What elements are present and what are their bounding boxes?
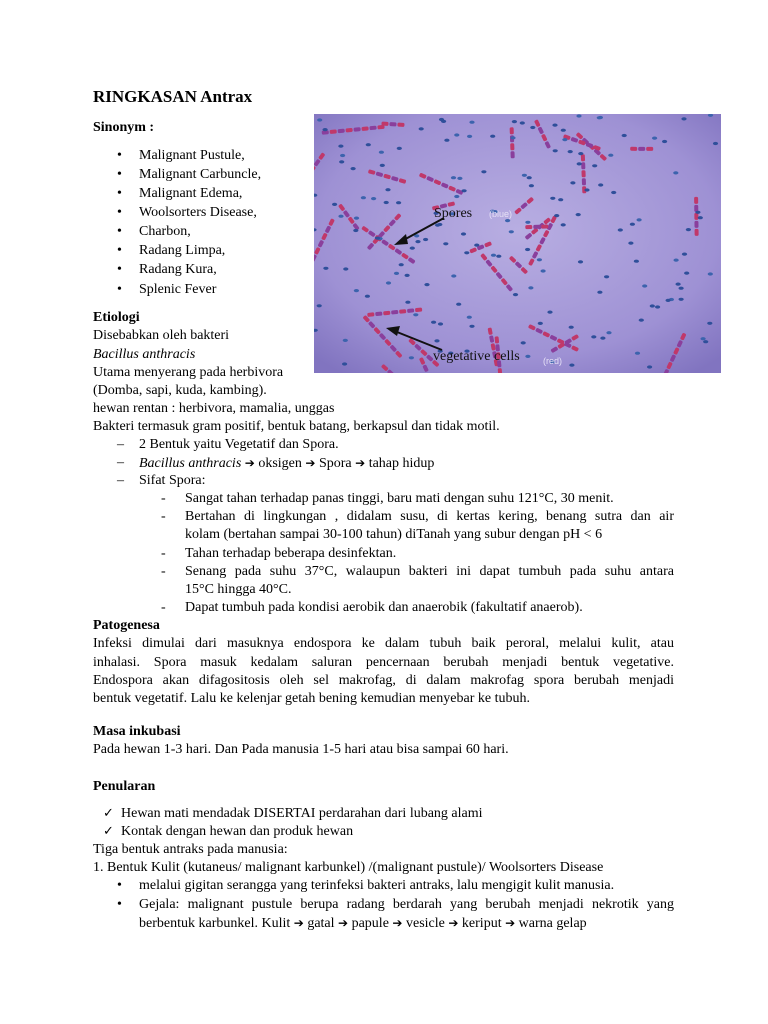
spore-dot [713,142,718,145]
spore-dot [576,213,581,216]
spore-dot [592,164,597,167]
spore-dot [703,340,708,343]
vegetative-color-label: (red) [543,356,563,366]
arrow-right-icon: ➔ [338,916,349,930]
spore-dot [451,176,456,179]
spore-dot [525,248,530,251]
spores-label: Spores [434,206,473,221]
penularan-text: Tiga bentuk antraks pada manusia: [93,842,288,857]
spore-dot [512,120,517,123]
masa-inkubasi-heading: Masa inkubasi [93,724,181,739]
sinonym-item: • Woolsorters Disease, [139,204,257,222]
spore-dot [384,201,389,204]
anthrax-form-point: • Gejala: malignant pustule berupa radang berdarah yang berubah menjadi nekrotik yang [139,896,674,914]
spore-dot [522,174,527,177]
spore-dot [343,267,348,270]
patogenesa-text: inhalasi. Spora masuk kedalam saluran pencernaan berubah menjadi bentuk vegetative. [93,655,674,670]
sinonym-item: • Malignant Edema, [139,185,242,203]
anthrax-form-point: • melalui gigitan serangga yang terinfeksi bakteri antraks, lalu mengigit kulit manusia. [139,877,614,895]
spore-dot [467,316,472,319]
spore-dot [474,244,479,247]
spore-dot [469,325,474,328]
patogenesa-text: Endospora akan difagositosis oleh sel makrofag, di dalam makrofag spora berubah menjadi [93,673,674,688]
spore-dot [340,154,345,157]
spore-dot [681,117,686,120]
spore-dot [385,188,390,191]
spore-property: - Sangat tahan terhadap panas tinggi, baru mati dengan suhu 121°C, 30 menit. [185,490,614,508]
spore-dot [608,154,613,157]
spore-dot [652,137,657,140]
etiologi-line: (Domba, sapi, kuda, kambing). [93,383,267,398]
spore-dot [527,176,532,179]
spore-dot [380,164,385,167]
spore-dot [598,183,603,186]
spore-dot [405,301,410,304]
spore-dot [597,291,602,294]
penularan-heading: Penularan [93,779,156,794]
spore-dot [597,116,602,119]
spore-dot [375,237,380,240]
spore-dot [538,322,543,325]
spore-dot [676,283,681,286]
arrow-right-icon: ➔ [305,456,316,470]
spore-dot [323,128,328,131]
spore-dot [510,136,515,139]
spore-dot [578,152,583,155]
spore-dot [413,313,418,316]
spore-dot [530,126,535,129]
etiologi-line: hewan rentan : herbivora, mamalia, unggas [93,401,335,416]
sinonym-item: • Malignant Carbuncle, [139,166,261,184]
spore-dot [394,272,399,275]
spore-dot [637,218,642,221]
spore-dot [513,293,518,296]
spore-dot [578,260,583,263]
spore-dot [707,322,712,325]
spore-dot [666,299,671,302]
spore-dot [437,223,442,226]
spore-dot [338,145,343,148]
spore-dot [520,121,525,124]
spore-dot [528,286,533,289]
penularan-check-item: ✓ Kontak dengan hewan dan produk hewan [121,823,353,841]
micrograph-image [314,114,721,373]
spore-dot [342,362,347,365]
etiologi-line: Utama menyerang pada herbivora [93,365,284,380]
spore-property-cont: 15°C hingga 40°C. [185,582,292,597]
dash-item: – 2 Bentuk yaitu Vegetatif dan Spora. [139,436,339,454]
spore-dot [674,259,679,262]
spore-dot [558,198,563,201]
sinonym-item: • Charbon, [139,223,191,241]
spore-dot [317,304,322,307]
spore-dot [467,135,472,138]
bacillus-rod [694,197,699,236]
spore-dot [396,201,401,204]
symptom-step: keriput [461,916,502,931]
spore-dot [639,319,644,322]
spore-dot [454,195,459,198]
spore-dot [505,219,510,222]
spore-dot [353,229,358,232]
spore-dot [554,214,559,217]
spore-dot [569,326,574,329]
spore-dot [628,242,633,245]
spore-dot [462,189,467,192]
spore-dot [339,160,344,163]
spores-color-label: (blue) [489,209,513,219]
lifecycle-step: Spora [318,456,352,471]
spore-dot [550,197,555,200]
spore-dot [679,298,684,301]
document-title: RINGKASAN Antrax [93,87,253,106]
spore-dot [529,184,534,187]
spore-dot [361,196,366,199]
spore-dot [577,162,582,165]
spore-dot [379,151,384,154]
bacillus-rod [525,225,548,230]
spore-dot [541,269,546,272]
spore-dot [371,197,376,200]
spore-dot [441,120,446,123]
spore-dot [438,322,443,325]
spore-dot [606,331,611,334]
patogenesa-heading: Patogenesa [93,618,160,633]
spore-dot [464,251,469,254]
anthrax-form-heading: 1. Bentuk Kulit (kutaneus/ malignant karbunkel) /(malignant pustule)/ Woolsorters Disease [93,860,604,875]
spore-dot [618,228,623,231]
spore-dot [568,150,573,153]
patogenesa-text: Infeksi dimulai dari masuknya endospora ke dalam tubuh baik peroral, melalui kulit, atau [93,636,674,651]
spore-dot [655,305,660,308]
spore-property: - Bertahan di lingkungan , didalam susu, di kertas kering, benang sutra dan air [185,508,674,526]
arrow-right-icon: ➔ [293,916,304,930]
arrow-right-icon: ➔ [448,916,459,930]
spore-dot [562,138,567,141]
spore-dot [576,114,581,117]
symptom-step: gatal [307,916,335,931]
arrow-right-icon: ➔ [392,916,403,930]
spore-dot [642,284,647,287]
spore-dot [343,339,348,342]
spore-dot [584,188,589,191]
penularan-check-item: ✓ Hewan mati mendadak DISERTAI perdarahan dari lubang alami [121,805,483,823]
spore-dot [397,147,402,150]
spore-dot [323,267,328,270]
spore-property: - Dapat tumbuh pada kondisi aerobik dan anaerobik (fakultatif anaerob). [185,599,583,617]
spore-dot [332,203,337,206]
spore-dot [317,118,322,121]
etiologi-heading: Etiologi [93,310,140,325]
masa-inkubasi-text: Pada hewan 1-3 hari. Dan Pada manusia 1-5 hari atau bisa sampai 60 hari. [93,742,509,757]
species-name: Bacillus anthracis [139,456,242,471]
spore-dot [662,140,667,143]
spore-dot [553,149,558,152]
spore-dot [591,335,596,338]
spore-property: - Tahan terhadap beberapa desinfektan. [185,545,396,563]
spore-dot [695,211,700,214]
spore-dot [399,263,404,266]
spore-dot [525,221,530,224]
etiologi-line: Disebabkan oleh bakteri [93,328,230,343]
spore-dot [679,287,684,290]
spore-dot [461,232,466,235]
spore-dot [424,283,429,286]
spore-dot [410,247,415,250]
spore-dot [366,143,371,146]
spore-property: - Senang pada suhu 37°C, walaupun bakteri ini dapat tumbuh pada suhu antara [185,563,674,581]
species-name: Bacillus anthracis [93,347,196,362]
spore-dot [600,337,605,340]
spore-dot [647,365,652,368]
spore-dot [469,121,474,124]
spore-dot [415,240,420,243]
spore-dot [561,223,566,226]
spore-dot [604,275,609,278]
symptom-step: papule [351,916,389,931]
spore-dot [525,355,530,358]
spore-dot [454,133,459,136]
spore-dot [537,258,542,261]
spore-dot [611,191,616,194]
spore-dot [354,217,359,220]
spore-dot [354,289,359,292]
spore-dot [673,171,678,174]
sinonym-item: • Splenic Fever [139,281,216,299]
sinonym-item: • Radang Kura, [139,261,217,279]
etiologi-line: Bakteri termasuk gram positif, bentuk batang, berkapsul dan tidak motil. [93,419,500,434]
spore-dot [561,129,566,132]
symptom-step: vesicle [405,916,445,931]
arrow-right-icon: ➔ [505,916,516,930]
spore-dot [409,356,414,359]
spore-dot [405,274,410,277]
spore-dot [569,364,574,367]
spore-dot [698,216,703,219]
spore-dot [443,242,448,245]
symptom-step: warna gelap [518,916,587,931]
bacillus-rod [630,147,653,151]
symptom-step: berbentuk karbunkel. Kulit [139,916,291,931]
spore-dot [365,295,370,298]
lifecycle-step: oksigen [258,456,302,471]
spore-dot [423,238,428,241]
dash-item-lifecycle [139,454,434,473]
spore-dot [634,260,639,263]
arrow-right-icon: ➔ [355,456,366,470]
spore-dot [457,177,462,180]
spore-dot [456,303,461,306]
spore-dot [682,253,687,256]
spore-dot [547,311,552,314]
arrow-right-icon: ➔ [244,456,255,470]
vegetative-label: vegetative cells [433,349,520,364]
spore-dot [338,215,343,218]
spore-dot [630,223,635,226]
spore-dot [622,134,627,137]
sinonym-item: • Malignant Pustule, [139,147,245,165]
symptom-progression [139,914,587,933]
spore-dot [431,321,436,324]
sinonym-heading: Sinonym : [93,120,155,135]
spore-dot [570,181,575,184]
spore-dot [386,281,391,284]
spore-dot [481,170,486,173]
spore-dot [491,254,496,257]
spore-dot [521,341,526,344]
spore-property-cont: kolam (bertahan sampai 30-100 tahun) diTanah yang subur dengan pH < 6 [185,527,603,542]
spore-dot [650,304,655,307]
spore-dot [635,352,640,355]
spore-dot [419,127,424,130]
dash-item: – Sifat Spora: [139,472,206,490]
spore-dot [701,337,706,340]
spore-dot [686,228,691,231]
spore-dot [444,139,449,142]
spore-dot [684,272,689,275]
lifecycle-step: tahap hidup [368,456,435,471]
spore-dot [451,274,456,277]
sinonym-item: • Radang Limpa, [139,242,225,260]
spore-dot [434,339,439,342]
spore-dot [509,230,514,233]
spore-dot [490,135,495,138]
spore-dot [552,124,557,127]
spore-dot [496,255,501,258]
spore-dot [708,272,713,275]
spore-dot [351,167,356,170]
patogenesa-text: bentuk vegetatif. Lalu ke kelenjar getah bening kemudian menyebar ke tubuh. [93,691,530,706]
